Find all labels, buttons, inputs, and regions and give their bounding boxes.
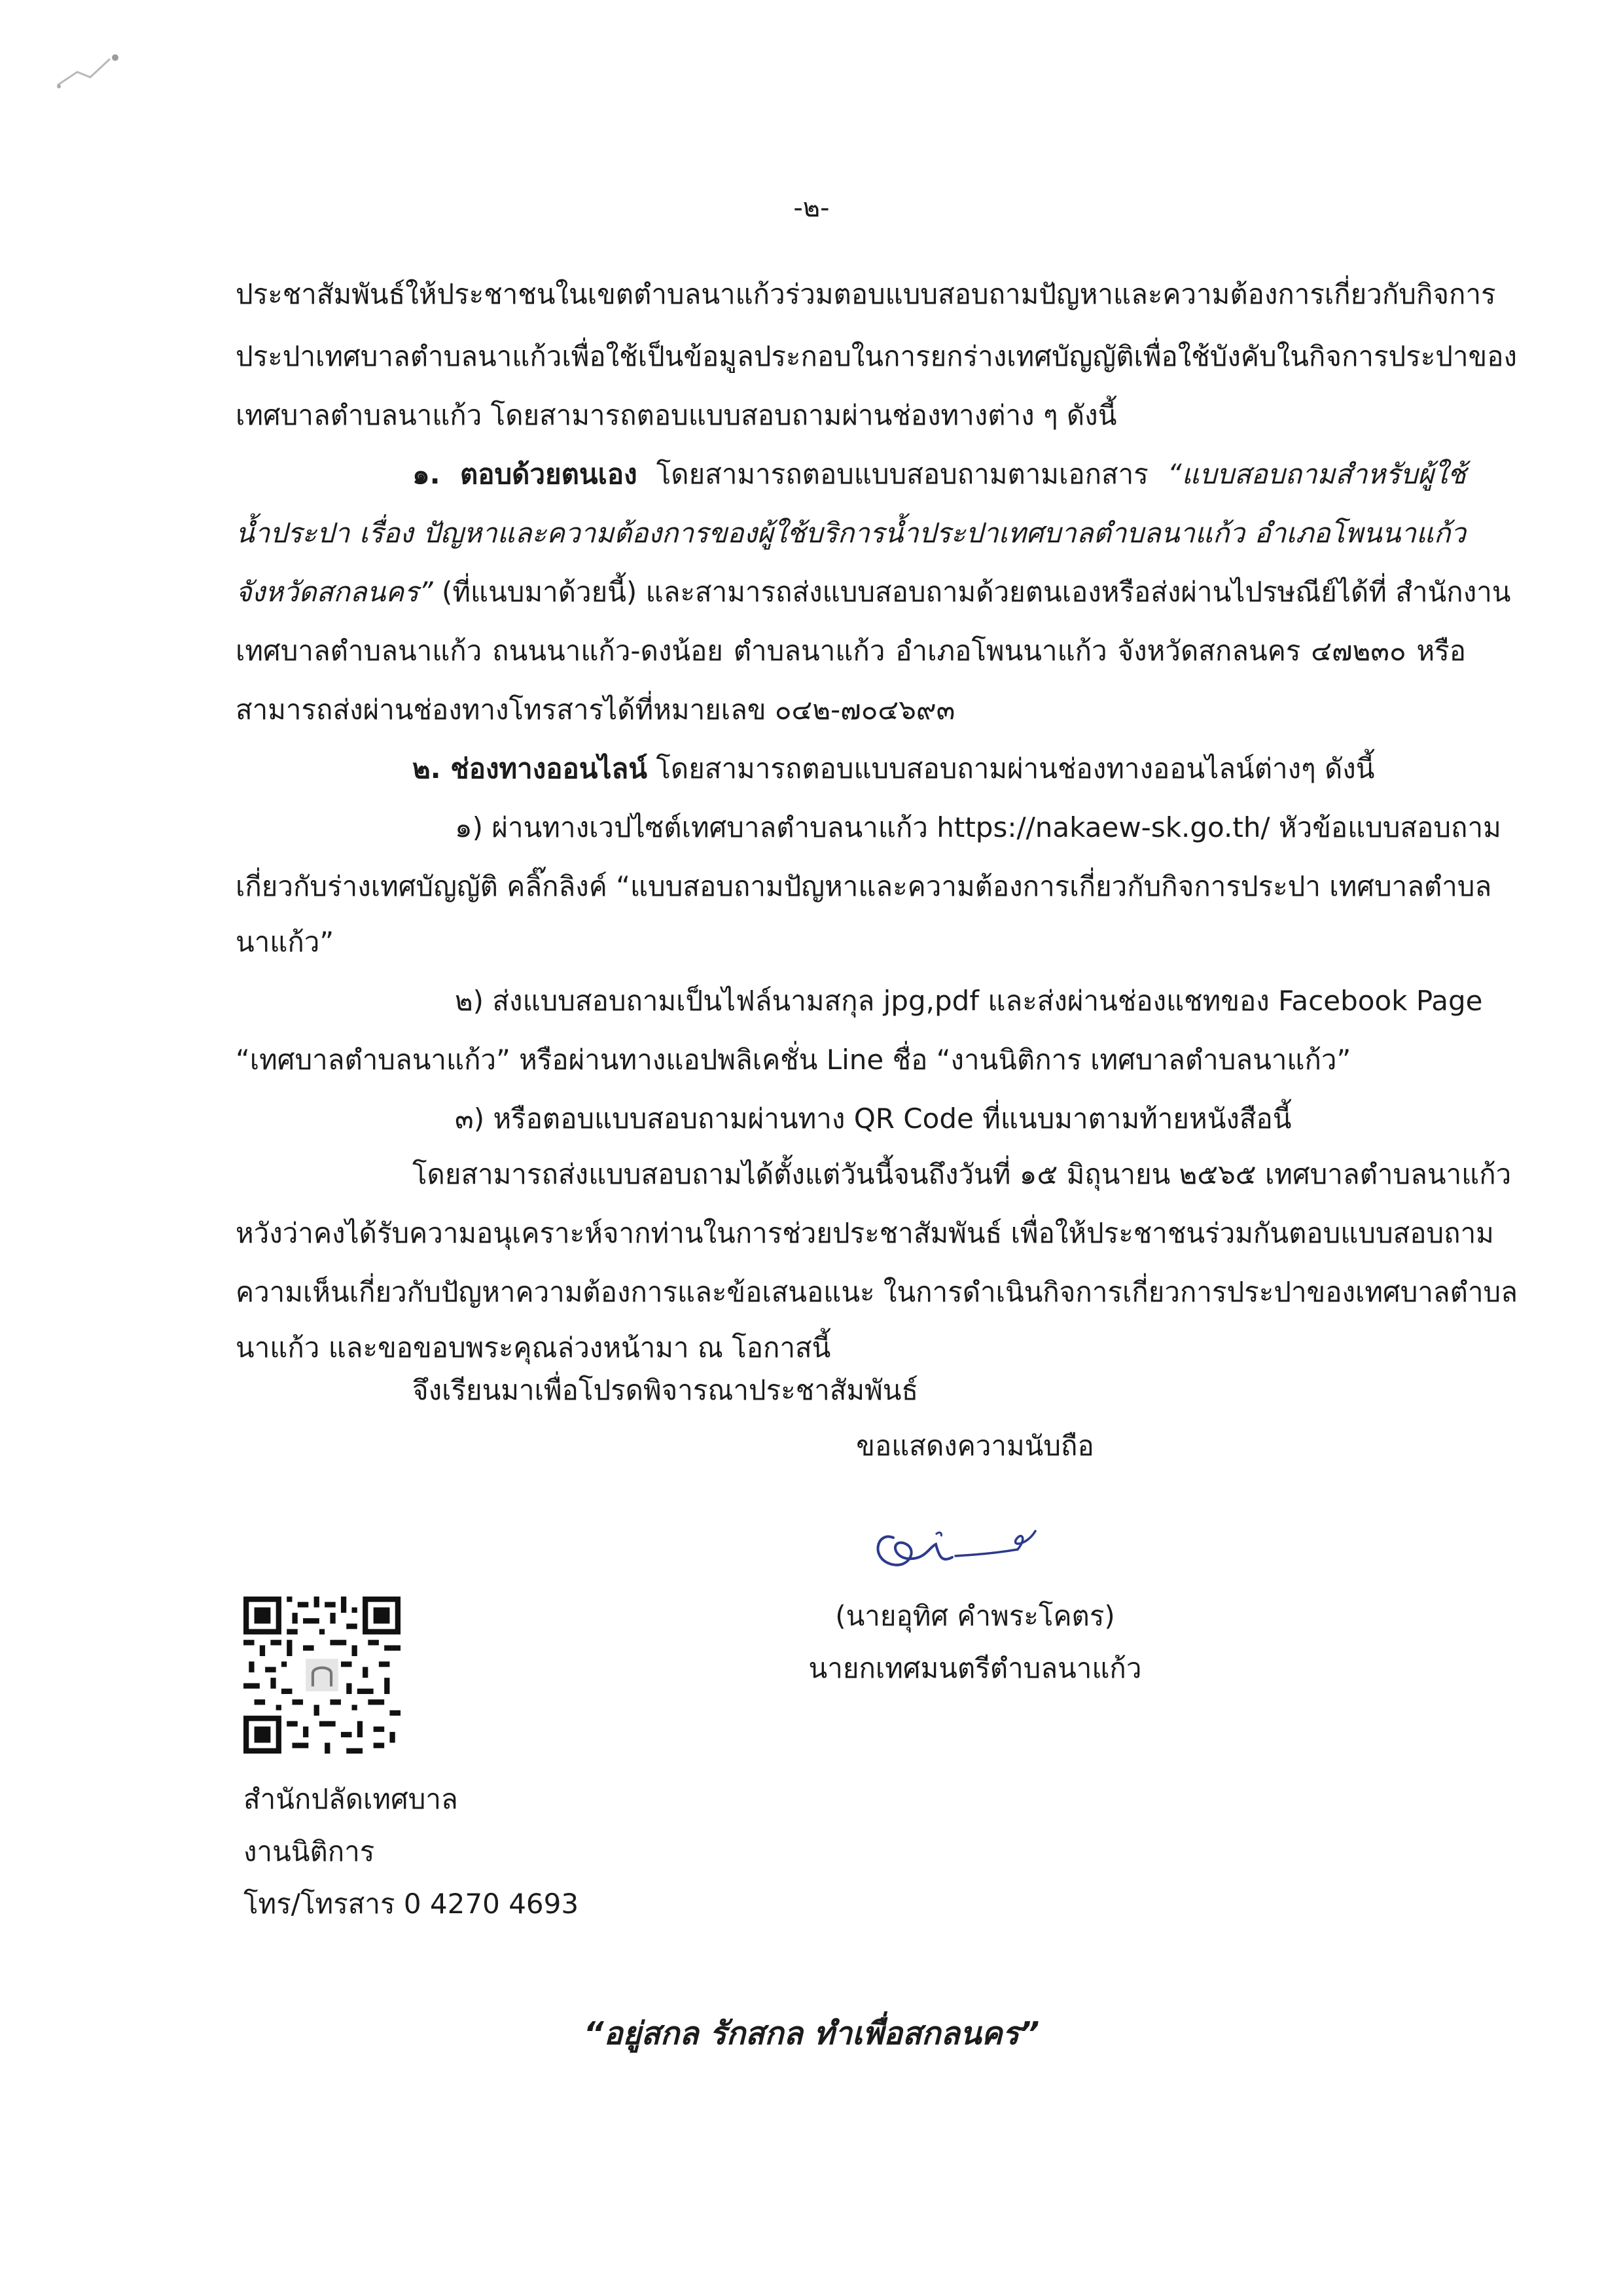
sub-item-1-line: ๑) ผ่านทางเวปไซต์เทศบาลตำบลนาแก้ว https://nakaew-sk.go.th/ หัวข้อแบบสอบถาม [455, 811, 1501, 843]
item-1-line [412, 455, 1466, 494]
item-1-document-title-cont: น้ำประปา เรื่อง ปัญหาและความต้องการของผู้ใช้บริการน้ำประปาเทศบาลตำบลนาแก้ว อำเภอโพนนาแก้ว [236, 517, 1466, 549]
item-1-line [236, 573, 1511, 612]
sub-item-2-line: “เทศบาลตำบลนาแก้ว” หรือผ่านทางแอปพลิเคชั่น Line ชื่อ “งานนิติการ เทศบาลตำบลนาแก้ว” [236, 1044, 1351, 1076]
motto: “อยู่สกล รักสกล ทำเพื่อสกลนคร” [583, 2015, 1040, 2052]
item-1-document-title-end: จังหวัดสกลนคร” [236, 576, 433, 608]
item-2-line [412, 749, 1466, 788]
closing-salutation: ขอแสดงความนับถือ [856, 1430, 1094, 1462]
qr-code [243, 1597, 401, 1754]
body-line: โดยสามารถส่งแบบสอบถามได้ตั้งแต่วันนี้จนถึงวันที่ ๑๕ มิถุนายน ๒๕๖๕ เทศบาลตำบลนาแก้ว [412, 1158, 1512, 1190]
signatory-name: (นายอุทิศ คำพระโคตร) [835, 1600, 1115, 1632]
body-line: ความเห็นเกี่ยวกับปัญหาความต้องการและข้อเสนอแนะ ในการดำเนินกิจการเกี่ยวการประปาของเทศบาลตำบล [236, 1276, 1518, 1308]
item-1-line: สามารถส่งผ่านช่องทางโทรสารได้ที่หมายเลข ๐๔๒-๗๐๔๖๙๓ [236, 694, 955, 726]
item-1-line: เทศบาลตำบลนาแก้ว ถนนนาแก้ว-ดงน้อย ตำบลนาแก้ว อำเภอโพนนาแก้ว จังหวัดสกลนคร ๔๗๒๓๐ หรือ [236, 635, 1466, 667]
item-1-heading: ๑. ตอบด้วยตนเอง [412, 458, 637, 490]
body-line: ประปาเทศบาลตำบลนาแก้วเพื่อใช้เป็นข้อมูลประกอบในการยกร่างเทศบัญญัติเพื่อใช้บังคับในกิจการประปาของ [236, 340, 1517, 372]
sub-item-1-line: นาแก้ว” [236, 926, 334, 958]
body-line: เทศบาลตำบลนาแก้ว โดยสามารถตอบแบบสอบถามผ่านช่องทางต่าง ๆ ดังนี้ [236, 399, 1117, 431]
item-1-text: โดยสามารถตอบแบบสอบถามตามเอกสาร [637, 458, 1168, 490]
handwritten-signature [864, 1511, 1060, 1583]
contact-office: สำนักปลัดเทศบาล [243, 1783, 458, 1815]
closing-request: จึงเรียนมาเพื่อโปรดพิจารณาประชาสัมพันธ์ [412, 1374, 919, 1406]
scan-speck-mark [51, 46, 130, 98]
item-2-text: โดยสามารถตอบแบบสอบถามผ่านช่องทางออนไลน์ต่างๆ ดังนี้ [647, 752, 1375, 785]
contact-phone: โทร/โทรสาร 0 4270 4693 [243, 1888, 579, 1920]
body-line: หวังว่าคงได้รับความอนุเคราะห์จากท่านในการช่วยประชาสัมพันธ์ เพื่อให้ประชาชนร่วมกันตอบแบบสอบถาม [236, 1217, 1494, 1249]
item-2-heading: ๒. ช่องทางออนไลน์ [412, 752, 648, 785]
page-number: -๒- [793, 193, 830, 223]
body-line: นาแก้ว และขอขอบพระคุณล่วงหน้ามา ณ โอกาสนี้ [236, 1332, 831, 1364]
item-1-line [236, 514, 1466, 553]
item-1-document-title: “แบบสอบถามสำหรับผู้ใช้ [1167, 458, 1466, 490]
sub-item-1-line: เกี่ยวกับร่างเทศบัญญัติ คลิ๊กลิงค์ “แบบสอบถามปัญหาและความต้องการเกี่ยวกับกิจการประปา เทศบาลตำบล [236, 870, 1492, 902]
signatory-title: นายกเทศมนตรีตำบลนาแก้ว [808, 1652, 1142, 1684]
sub-item-2-line: ๒) ส่งแบบสอบถามเป็นไฟล์นามสกุล jpg,pdf และส่งผ่านช่องแชทของ Facebook Page [455, 985, 1483, 1017]
item-1-text: (ที่แนบมาด้วยนี้) และสามารถส่งแบบสอบถามด้วยตนเองหรือส่งผ่านไปรษณีย์ได้ที่ สำนักงาน [433, 576, 1511, 608]
sub-item-3-line: ๓) หรือตอบแบบสอบถามผ่านทาง QR Code ที่แนบมาตามท้ายหนังสือนี้ [455, 1103, 1292, 1135]
body-line: ประชาสัมพันธ์ให้ประชาชนในเขตตำบลนาแก้วร่วมตอบแบบสอบถามปัญหาและความต้องการเกี่ยวกับกิจการ [236, 278, 1496, 310]
contact-section: งานนิติการ [243, 1835, 375, 1867]
